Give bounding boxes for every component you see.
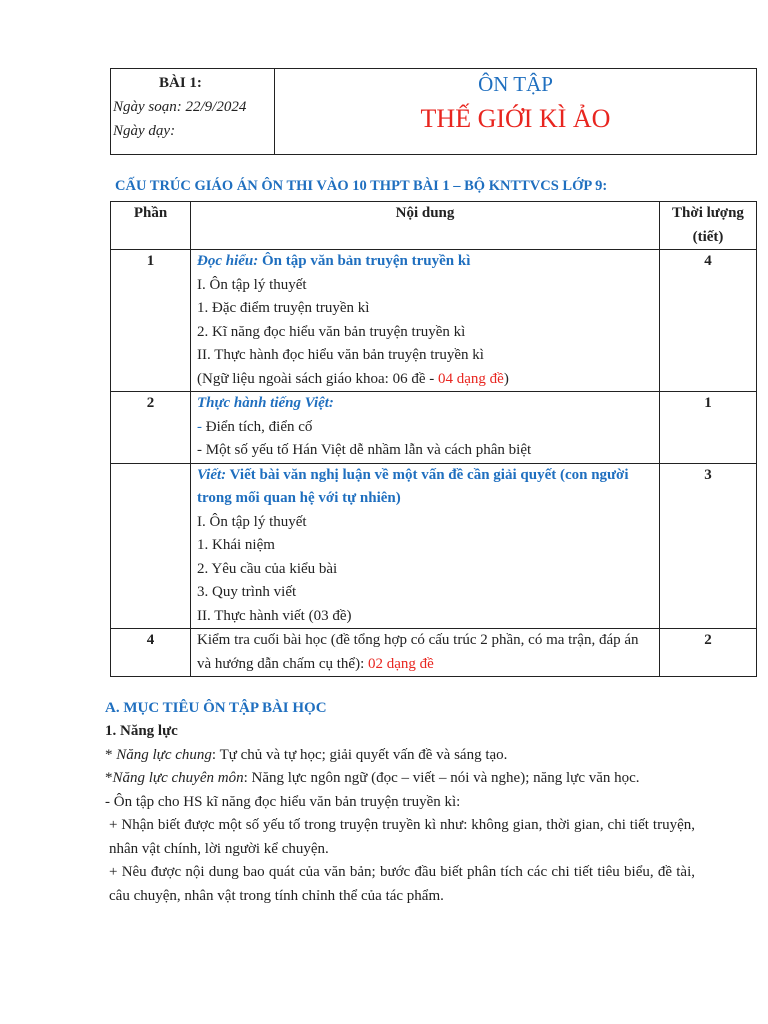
- content-line: - Một số yếu tố Hán Việt dễ nhầm lẫn và cách phân biệt: [197, 442, 532, 458]
- general-competence: [105, 744, 695, 768]
- date-prepared: Ngày soạn: 22/9/2024: [113, 99, 247, 115]
- title-line-1: ÔN TẬP: [478, 72, 553, 96]
- content-line: 1. Khái niệm: [197, 537, 275, 553]
- content-cell: [191, 629, 660, 677]
- part-cell: 1: [111, 250, 191, 392]
- structure-title: CẤU TRÚC GIÁO ÁN ÔN THI VÀO 10 THPT BÀI 1 – BỘ KNTTVCS LỚP 9:: [115, 178, 608, 194]
- header-part: Phần: [111, 202, 191, 250]
- row-text-red: 02 dạng đề: [368, 655, 434, 672]
- heading-rest: Ôn tập văn bản truyện truyền kì: [258, 253, 471, 269]
- table-row: [111, 250, 757, 392]
- note-prefix: (Ngữ liệu ngoài sách giáo khoa: 06 đề -: [197, 370, 438, 387]
- bullet-star: *: [105, 770, 113, 786]
- table-row: [111, 392, 757, 464]
- general-label: Năng lực chung: [116, 746, 212, 763]
- content-line: II. Thực hành viết (03 đề): [197, 607, 352, 624]
- title-line-2: THẾ GIỚI KÌ ẢO: [420, 104, 611, 133]
- content-line: II. Thực hành đọc hiểu văn bản truyện truyền kì: [197, 347, 484, 363]
- row-text: Kiểm tra cuối bài học (đề tổng hợp có cấu trúc 2 phần, có ma trận, đáp án và hướng dẫn chấm cụ thể):: [197, 632, 639, 672]
- structure-table: [110, 201, 757, 677]
- lesson-info-cell: [111, 69, 275, 155]
- content-cell: [191, 392, 660, 464]
- row-heading: [197, 250, 653, 274]
- content-cell: [191, 463, 660, 629]
- content-line: 2. Yêu cầu của kiểu bài: [197, 560, 338, 577]
- bullet-star: *: [105, 746, 117, 763]
- specific-competence: [105, 767, 695, 791]
- list-item: + Nhận biết được một số yếu tố trong truyện truyền kì như: không gian, thời gian, chi tiết truyện, nhân vật chính, lời người kể chuyện.: [109, 817, 695, 857]
- header-duration-line1: Thời lượng: [672, 205, 744, 221]
- list-item: - Ôn tập cho HS kĩ năng đọc hiểu văn bản truyện truyền kì:: [105, 793, 461, 810]
- row-heading: [197, 464, 653, 511]
- heading-rest: Viết bài văn nghị luận về một vấn đề cần giải quyết (con người trong mối quan hệ với tự nhiên): [197, 466, 629, 506]
- heading-label: Đọc hiểu:: [197, 253, 259, 269]
- section-a-title: A. MỤC TIÊU ÔN TẬP BÀI HỌC: [105, 700, 327, 716]
- header-duration: [660, 202, 757, 250]
- content-line: 3. Quy trình viết: [197, 584, 297, 600]
- section-a-body: [105, 720, 695, 908]
- content-cell: [191, 250, 660, 392]
- content-line: 1. Đặc điểm truyện truyền kì: [197, 300, 370, 316]
- header-duration-line2: (tiết): [692, 228, 724, 245]
- title-cell: [275, 69, 757, 155]
- note-red: 04 dạng đề: [437, 370, 504, 387]
- content-line: I. Ôn tập lý thuyết: [197, 276, 307, 293]
- duration-cell: 1: [660, 392, 757, 464]
- lesson-number: BÀI 1:: [159, 75, 202, 91]
- row-heading: [197, 392, 653, 416]
- heading-label: Viết:: [197, 466, 227, 483]
- dash: -: [197, 418, 206, 435]
- duration-cell: 3: [660, 463, 757, 629]
- note-suffix: ): [503, 370, 509, 387]
- content-line: [197, 416, 653, 440]
- content-line: 2. Kĩ năng đọc hiểu văn bản truyện truyền kì: [197, 323, 466, 340]
- header-table: [110, 68, 757, 155]
- date-taught: Ngày dạy:: [113, 123, 176, 139]
- heading-label: Thực hành tiếng Việt:: [197, 395, 334, 411]
- content-note: [197, 368, 653, 392]
- part-cell: 4: [111, 629, 191, 677]
- line-text: Điển tích, điển cố: [205, 418, 313, 435]
- part-cell: [111, 463, 191, 629]
- header-content: Nội dung: [191, 202, 660, 250]
- content-line: I. Ôn tập lý thuyết: [197, 513, 307, 530]
- specific-label: Năng lực chuyên môn: [112, 770, 244, 786]
- general-text: : Tự chủ và tự học; giải quyết vấn đề và sáng tạo.: [211, 746, 508, 763]
- subsection-title: 1. Năng lực: [105, 723, 178, 739]
- specific-text: : Năng lực ngôn ngữ (đọc – viết – nói và nghe); năng lực văn học.: [243, 770, 640, 786]
- table-row: [111, 629, 757, 677]
- table-header-row: [111, 202, 757, 250]
- table-row: [111, 463, 757, 629]
- part-cell: 2: [111, 392, 191, 464]
- duration-cell: 2: [660, 629, 757, 677]
- list-item: + Nêu được nội dung bao quát của văn bản; bước đầu biết phân tích các chi tiết tiêu biểu, đề tài, câu chuyện, nhân vật trong tính chỉnh thể của tác phẩm.: [109, 864, 695, 904]
- duration-cell: 4: [660, 250, 757, 392]
